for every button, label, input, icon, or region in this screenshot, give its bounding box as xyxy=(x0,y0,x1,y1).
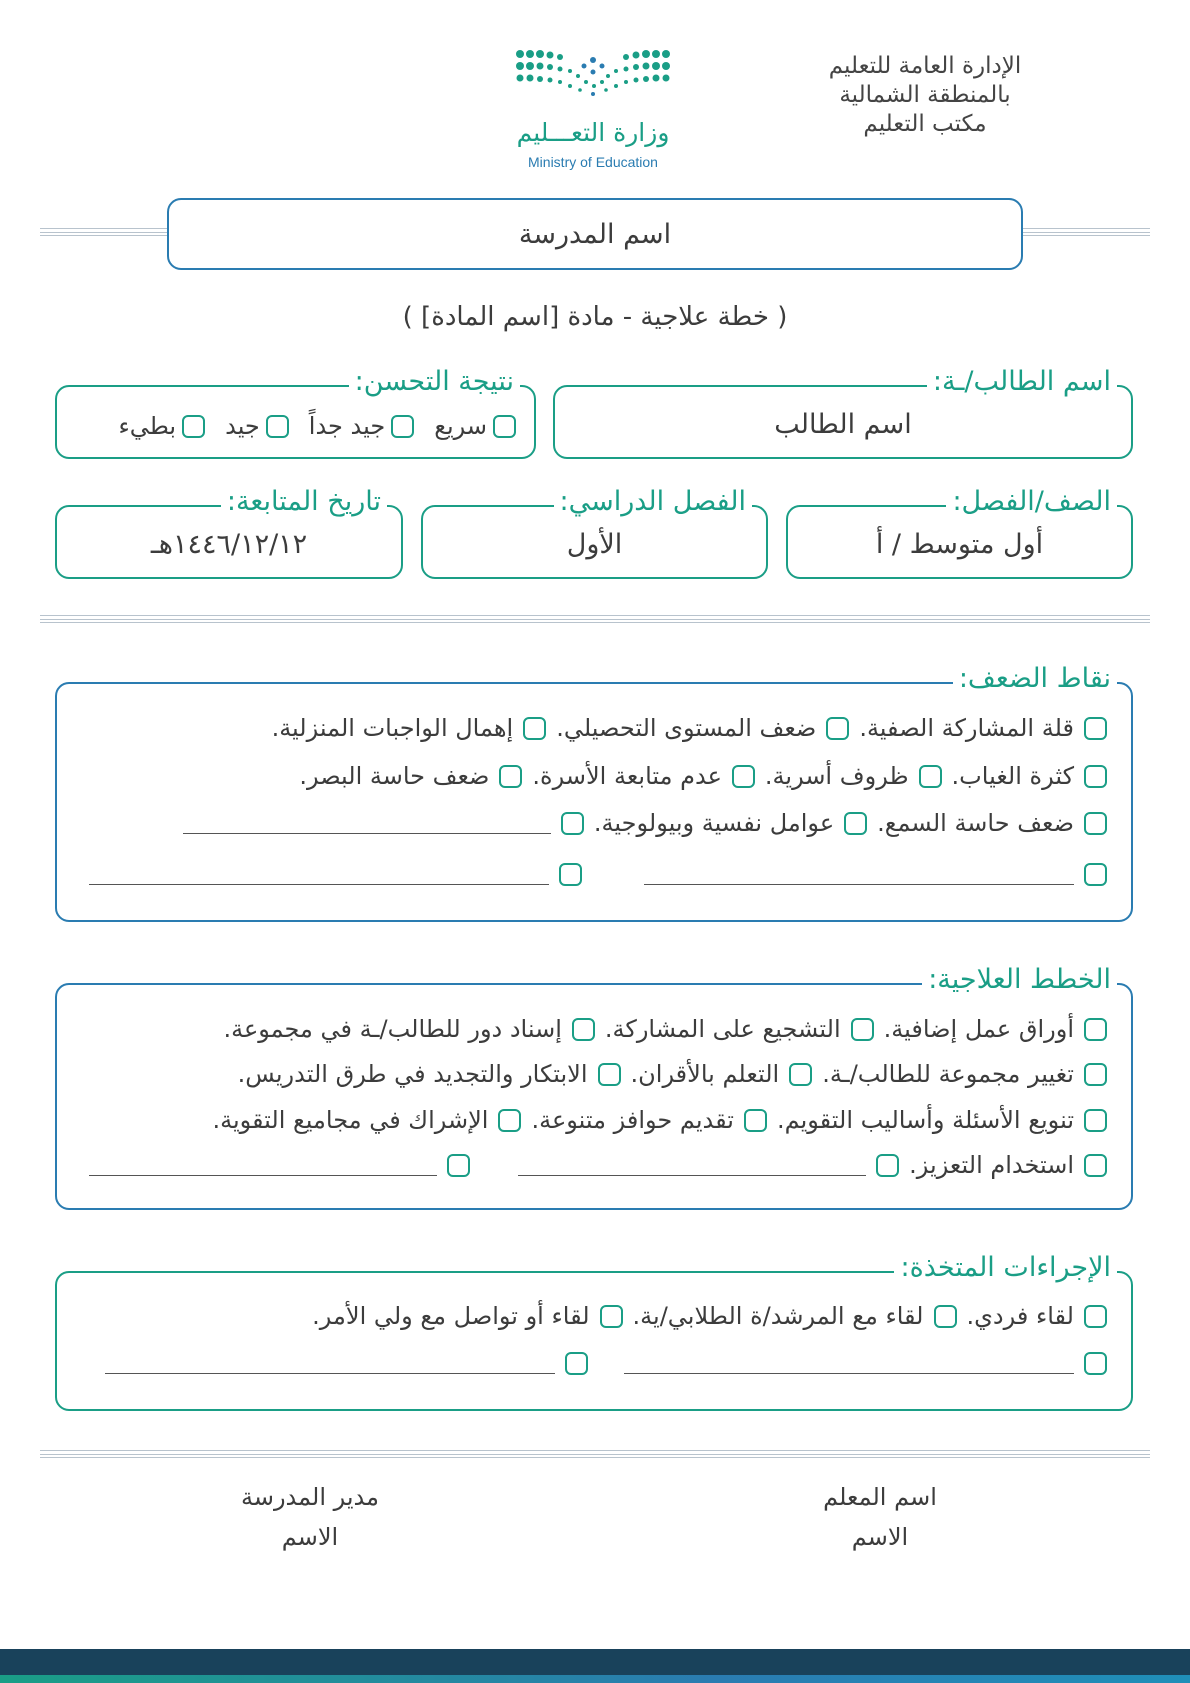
weakness-label: قلة المشاركة الصفية. xyxy=(859,714,1074,742)
weakness-checkbox[interactable] xyxy=(1084,863,1107,886)
remedial-plans-title: الخطط العلاجية: xyxy=(922,963,1117,997)
principal-name: الاسم xyxy=(281,1523,339,1551)
remedial-label: تنويع الأسئلة وأساليب التقويم. xyxy=(776,1106,1074,1134)
weakness-checkbox[interactable] xyxy=(1084,765,1107,788)
weakness-row-4 xyxy=(89,857,1107,891)
weakness-checkbox[interactable] xyxy=(844,812,867,835)
remedial-checkbox[interactable] xyxy=(1084,1109,1107,1132)
improvement-fast-checkbox[interactable] xyxy=(493,415,516,438)
weakness-checkbox[interactable] xyxy=(1084,717,1107,740)
school-name: اسم المدرسة xyxy=(518,218,672,250)
improvement-options xyxy=(118,409,516,443)
weakness-checkbox[interactable] xyxy=(499,765,522,788)
remedial-row-2 xyxy=(238,1057,1107,1091)
remedial-checkbox[interactable] xyxy=(447,1154,470,1177)
action-checkbox[interactable] xyxy=(1084,1305,1107,1328)
teacher-title: اسم المعلم xyxy=(823,1483,937,1511)
remedial-checkbox[interactable] xyxy=(851,1018,874,1041)
improvement-very-good-checkbox[interactable] xyxy=(391,415,414,438)
remedial-label: استخدام التعزيز. xyxy=(909,1151,1074,1179)
semester-label: الفصل الدراسي: xyxy=(554,485,753,519)
remedial-blank-line[interactable] xyxy=(89,1175,437,1176)
action-checkbox[interactable] xyxy=(1084,1352,1107,1375)
improvement-slow-checkbox[interactable] xyxy=(182,415,205,438)
student-name-value: اسم الطالب xyxy=(774,408,912,440)
remedial-checkbox[interactable] xyxy=(744,1109,767,1132)
improvement-good-checkbox[interactable] xyxy=(266,415,289,438)
signature-divider xyxy=(40,1450,1150,1458)
section-divider xyxy=(40,615,1150,623)
weakness-checkbox[interactable] xyxy=(1084,812,1107,835)
remedial-label: أوراق عمل إضافية. xyxy=(883,1015,1074,1043)
weakness-row-2 xyxy=(299,759,1107,793)
action-label: لقاء أو تواصل مع ولي الأمر. xyxy=(312,1302,590,1330)
semester-value: الأول xyxy=(566,528,623,560)
remedial-checkbox[interactable] xyxy=(1084,1154,1107,1177)
weakness-label: ضعف المستوى التحصيلي. xyxy=(556,714,817,742)
remedial-row-3 xyxy=(212,1103,1107,1137)
action-checkbox[interactable] xyxy=(565,1352,588,1375)
logo-english-text: Ministry of Education xyxy=(528,154,658,170)
plan-title: ( خطة علاجية - مادة [اسم المادة] ) xyxy=(402,302,788,332)
org-line-2: بالمنطقة الشمالية xyxy=(839,82,1011,108)
improvement-fast-label: سريع xyxy=(434,412,487,440)
grade-value: أول متوسط / أ xyxy=(875,528,1044,560)
remedial-plans-section xyxy=(55,964,1133,1210)
remedial-label: إسناد دور للطالب/ـة في مجموعة. xyxy=(223,1015,562,1043)
remedial-checkbox[interactable] xyxy=(498,1109,521,1132)
weakness-label: عدم متابعة الأسرة. xyxy=(532,762,722,790)
remedial-row-1 xyxy=(223,1012,1107,1046)
action-checkbox[interactable] xyxy=(934,1305,957,1328)
weakness-checkbox[interactable] xyxy=(559,863,582,886)
header-divider-left xyxy=(40,228,170,236)
action-label: لقاء مع المرشد/ة الطلابي/ية. xyxy=(632,1302,924,1330)
remedial-checkbox[interactable] xyxy=(598,1063,621,1086)
improvement-good-label: جيد xyxy=(225,412,260,440)
school-name-box xyxy=(167,198,1023,270)
weakness-blank-line[interactable] xyxy=(89,884,549,885)
principal-title: مدير المدرسة xyxy=(240,1483,380,1511)
remedial-blank-line[interactable] xyxy=(518,1175,866,1176)
weakness-blank-line[interactable] xyxy=(183,833,551,834)
remedial-label: الإشراك في مجاميع التقوية. xyxy=(212,1106,489,1134)
principal-signature xyxy=(190,1477,430,1557)
weakness-label: ضعف حاسة البصر. xyxy=(299,762,490,790)
weakness-label: إهمال الواجبات المنزلية. xyxy=(271,714,514,742)
actions-taken-section xyxy=(55,1252,1133,1411)
action-blank-line[interactable] xyxy=(624,1373,1074,1374)
remedial-checkbox[interactable] xyxy=(876,1154,899,1177)
grade-field[interactable] xyxy=(786,486,1133,579)
remedial-checkbox[interactable] xyxy=(1084,1018,1107,1041)
action-checkbox[interactable] xyxy=(600,1305,623,1328)
remedial-checkbox[interactable] xyxy=(1084,1063,1107,1086)
weakness-checkbox[interactable] xyxy=(826,717,849,740)
improvement-very-good-label: جيد جداً xyxy=(308,412,386,440)
improvement-slow-label: بطيء xyxy=(118,412,177,440)
weakness-row-3 xyxy=(183,806,1107,840)
remedial-label: التشجيع على المشاركة. xyxy=(604,1015,841,1043)
action-label: لقاء فردي. xyxy=(966,1302,1074,1330)
weakness-label: كثرة الغياب. xyxy=(951,762,1074,790)
weakness-checkbox[interactable] xyxy=(561,812,584,835)
actions-row-1 xyxy=(312,1299,1107,1333)
weakness-checkbox[interactable] xyxy=(523,717,546,740)
header-divider-right xyxy=(1020,228,1150,236)
action-blank-line[interactable] xyxy=(105,1373,555,1374)
remedial-checkbox[interactable] xyxy=(572,1018,595,1041)
teacher-name: الاسم xyxy=(851,1523,909,1551)
improvement-field xyxy=(55,366,536,459)
weakness-checkbox[interactable] xyxy=(919,765,942,788)
followup-date-label: تاريخ المتابعة: xyxy=(221,485,387,519)
footer-accent-strip xyxy=(0,1675,1190,1683)
remedial-checkbox[interactable] xyxy=(789,1063,812,1086)
weakness-checkbox[interactable] xyxy=(732,765,755,788)
actions-taken-title: الإجراءات المتخذة: xyxy=(894,1251,1117,1285)
weakness-label: عوامل نفسية وبيولوجية. xyxy=(593,809,835,837)
org-line-1: الإدارة العامة للتعليم xyxy=(828,53,1022,79)
improvement-label: نتيجة التحسن: xyxy=(349,365,520,399)
weakness-label: ظروف أسرية. xyxy=(764,762,909,790)
student-name-label: اسم الطالب/ـة: xyxy=(927,365,1117,399)
org-line-3: مكتب التعليم xyxy=(863,111,987,137)
remedial-label: الابتكار والتجديد في طرق التدريس. xyxy=(237,1060,588,1088)
weakness-row-1 xyxy=(272,711,1107,745)
weakness-blank-line[interactable] xyxy=(644,884,1074,885)
actions-row-2 xyxy=(105,1346,1107,1380)
remedial-row-4 xyxy=(89,1148,1107,1182)
weaknesses-title: نقاط الضعف: xyxy=(953,662,1117,696)
remedial-label: تغيير مجموعة للطالب/ـة. xyxy=(822,1060,1074,1088)
remedial-label: تقديم حوافز متنوعة. xyxy=(531,1106,734,1134)
teacher-signature xyxy=(760,1477,1000,1557)
weaknesses-section xyxy=(55,663,1133,922)
semester-field[interactable] xyxy=(421,486,768,579)
org-header xyxy=(795,52,1055,139)
student-name-field[interactable] xyxy=(553,366,1133,459)
followup-date-value: ١٤٤٦/١٢/١٢هـ xyxy=(150,528,308,560)
logo-arabic-text: وزارة التعـــليم xyxy=(516,118,670,147)
weakness-label: ضعف حاسة السمع. xyxy=(877,809,1074,837)
grade-label: الصف/الفصل: xyxy=(946,485,1117,519)
remedial-label: التعلم بالأقران. xyxy=(630,1060,780,1088)
followup-date-field[interactable] xyxy=(55,486,403,579)
